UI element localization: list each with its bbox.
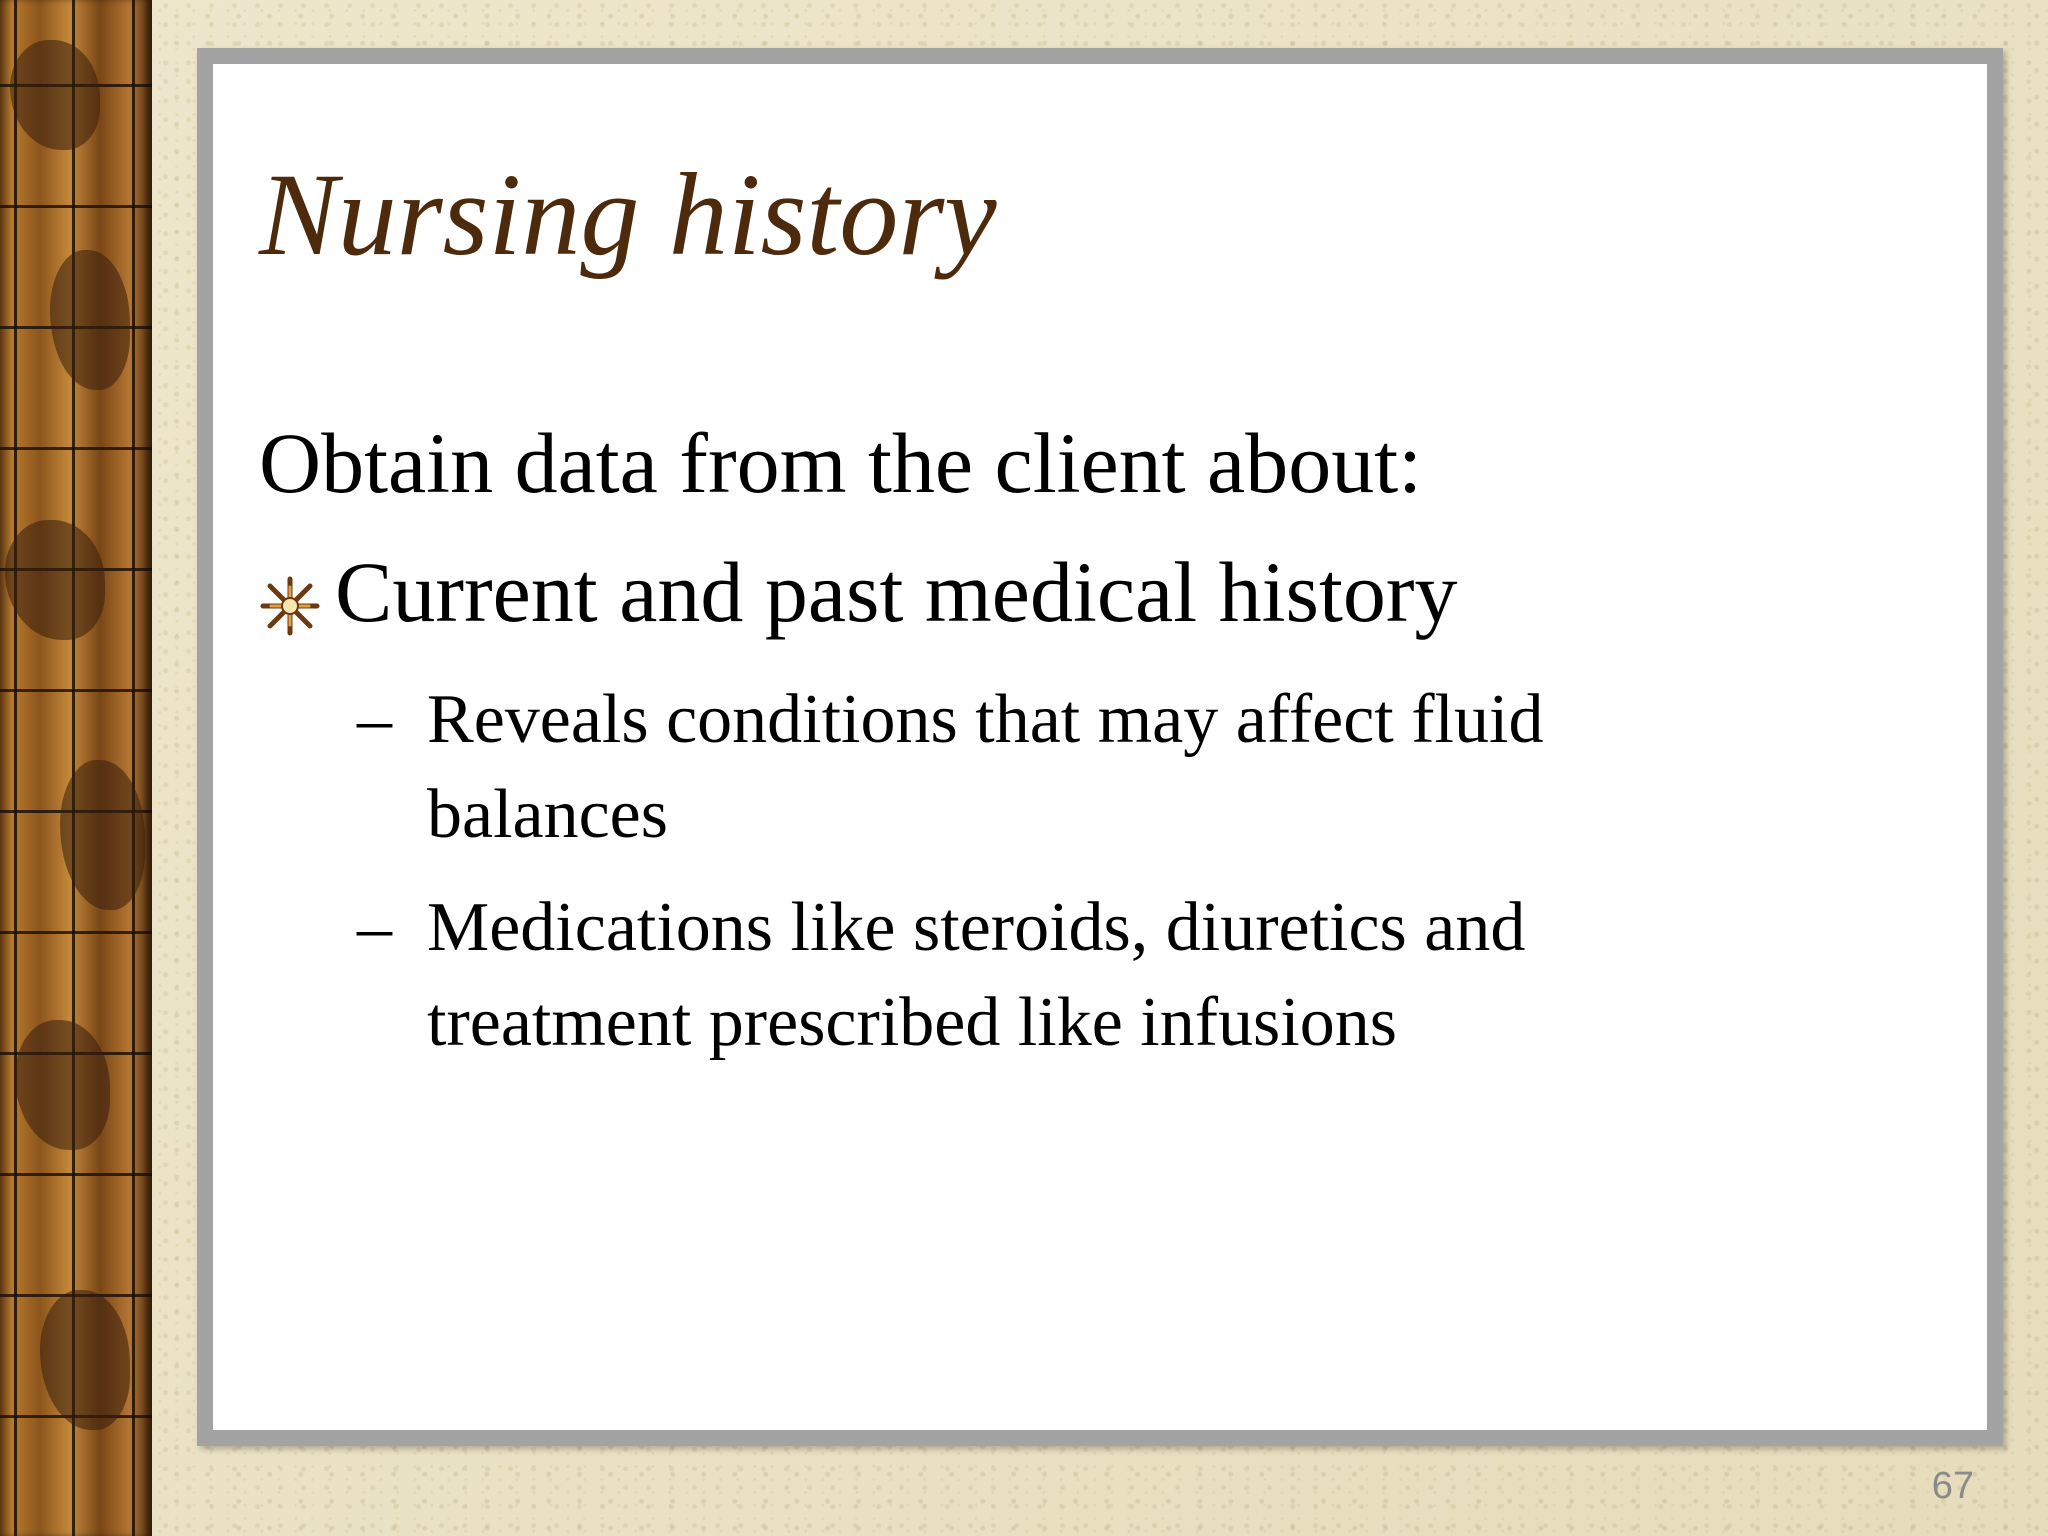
page-number: 67 bbox=[1931, 1465, 1974, 1507]
strip-blot bbox=[5, 520, 105, 640]
dash-marker: – bbox=[357, 681, 392, 758]
intro-text: Obtain data from the client about: bbox=[259, 415, 1423, 511]
sub-item bbox=[357, 672, 1787, 862]
sub-item-text: Medications like steroids, diuretics and treatment prescribed like infusions bbox=[427, 889, 1526, 1061]
strip-line bbox=[14, 0, 17, 1536]
strip-blot bbox=[50, 250, 130, 390]
strip-line bbox=[132, 0, 135, 1536]
slide-title: Nursing history bbox=[259, 149, 997, 280]
bullet-text: Current and past medical history bbox=[335, 544, 1458, 640]
decorative-side-strip bbox=[0, 0, 152, 1536]
sub-item bbox=[357, 880, 1787, 1070]
strip-blot bbox=[40, 1290, 130, 1430]
sub-item-text: Reveals conditions that may affect fluid balances bbox=[427, 681, 1544, 853]
bullet-item bbox=[259, 545, 1458, 640]
dash-marker: – bbox=[357, 889, 392, 966]
strip-blot bbox=[10, 40, 100, 150]
strip-blot bbox=[15, 1020, 110, 1150]
starburst-bullet-icon bbox=[259, 561, 321, 623]
